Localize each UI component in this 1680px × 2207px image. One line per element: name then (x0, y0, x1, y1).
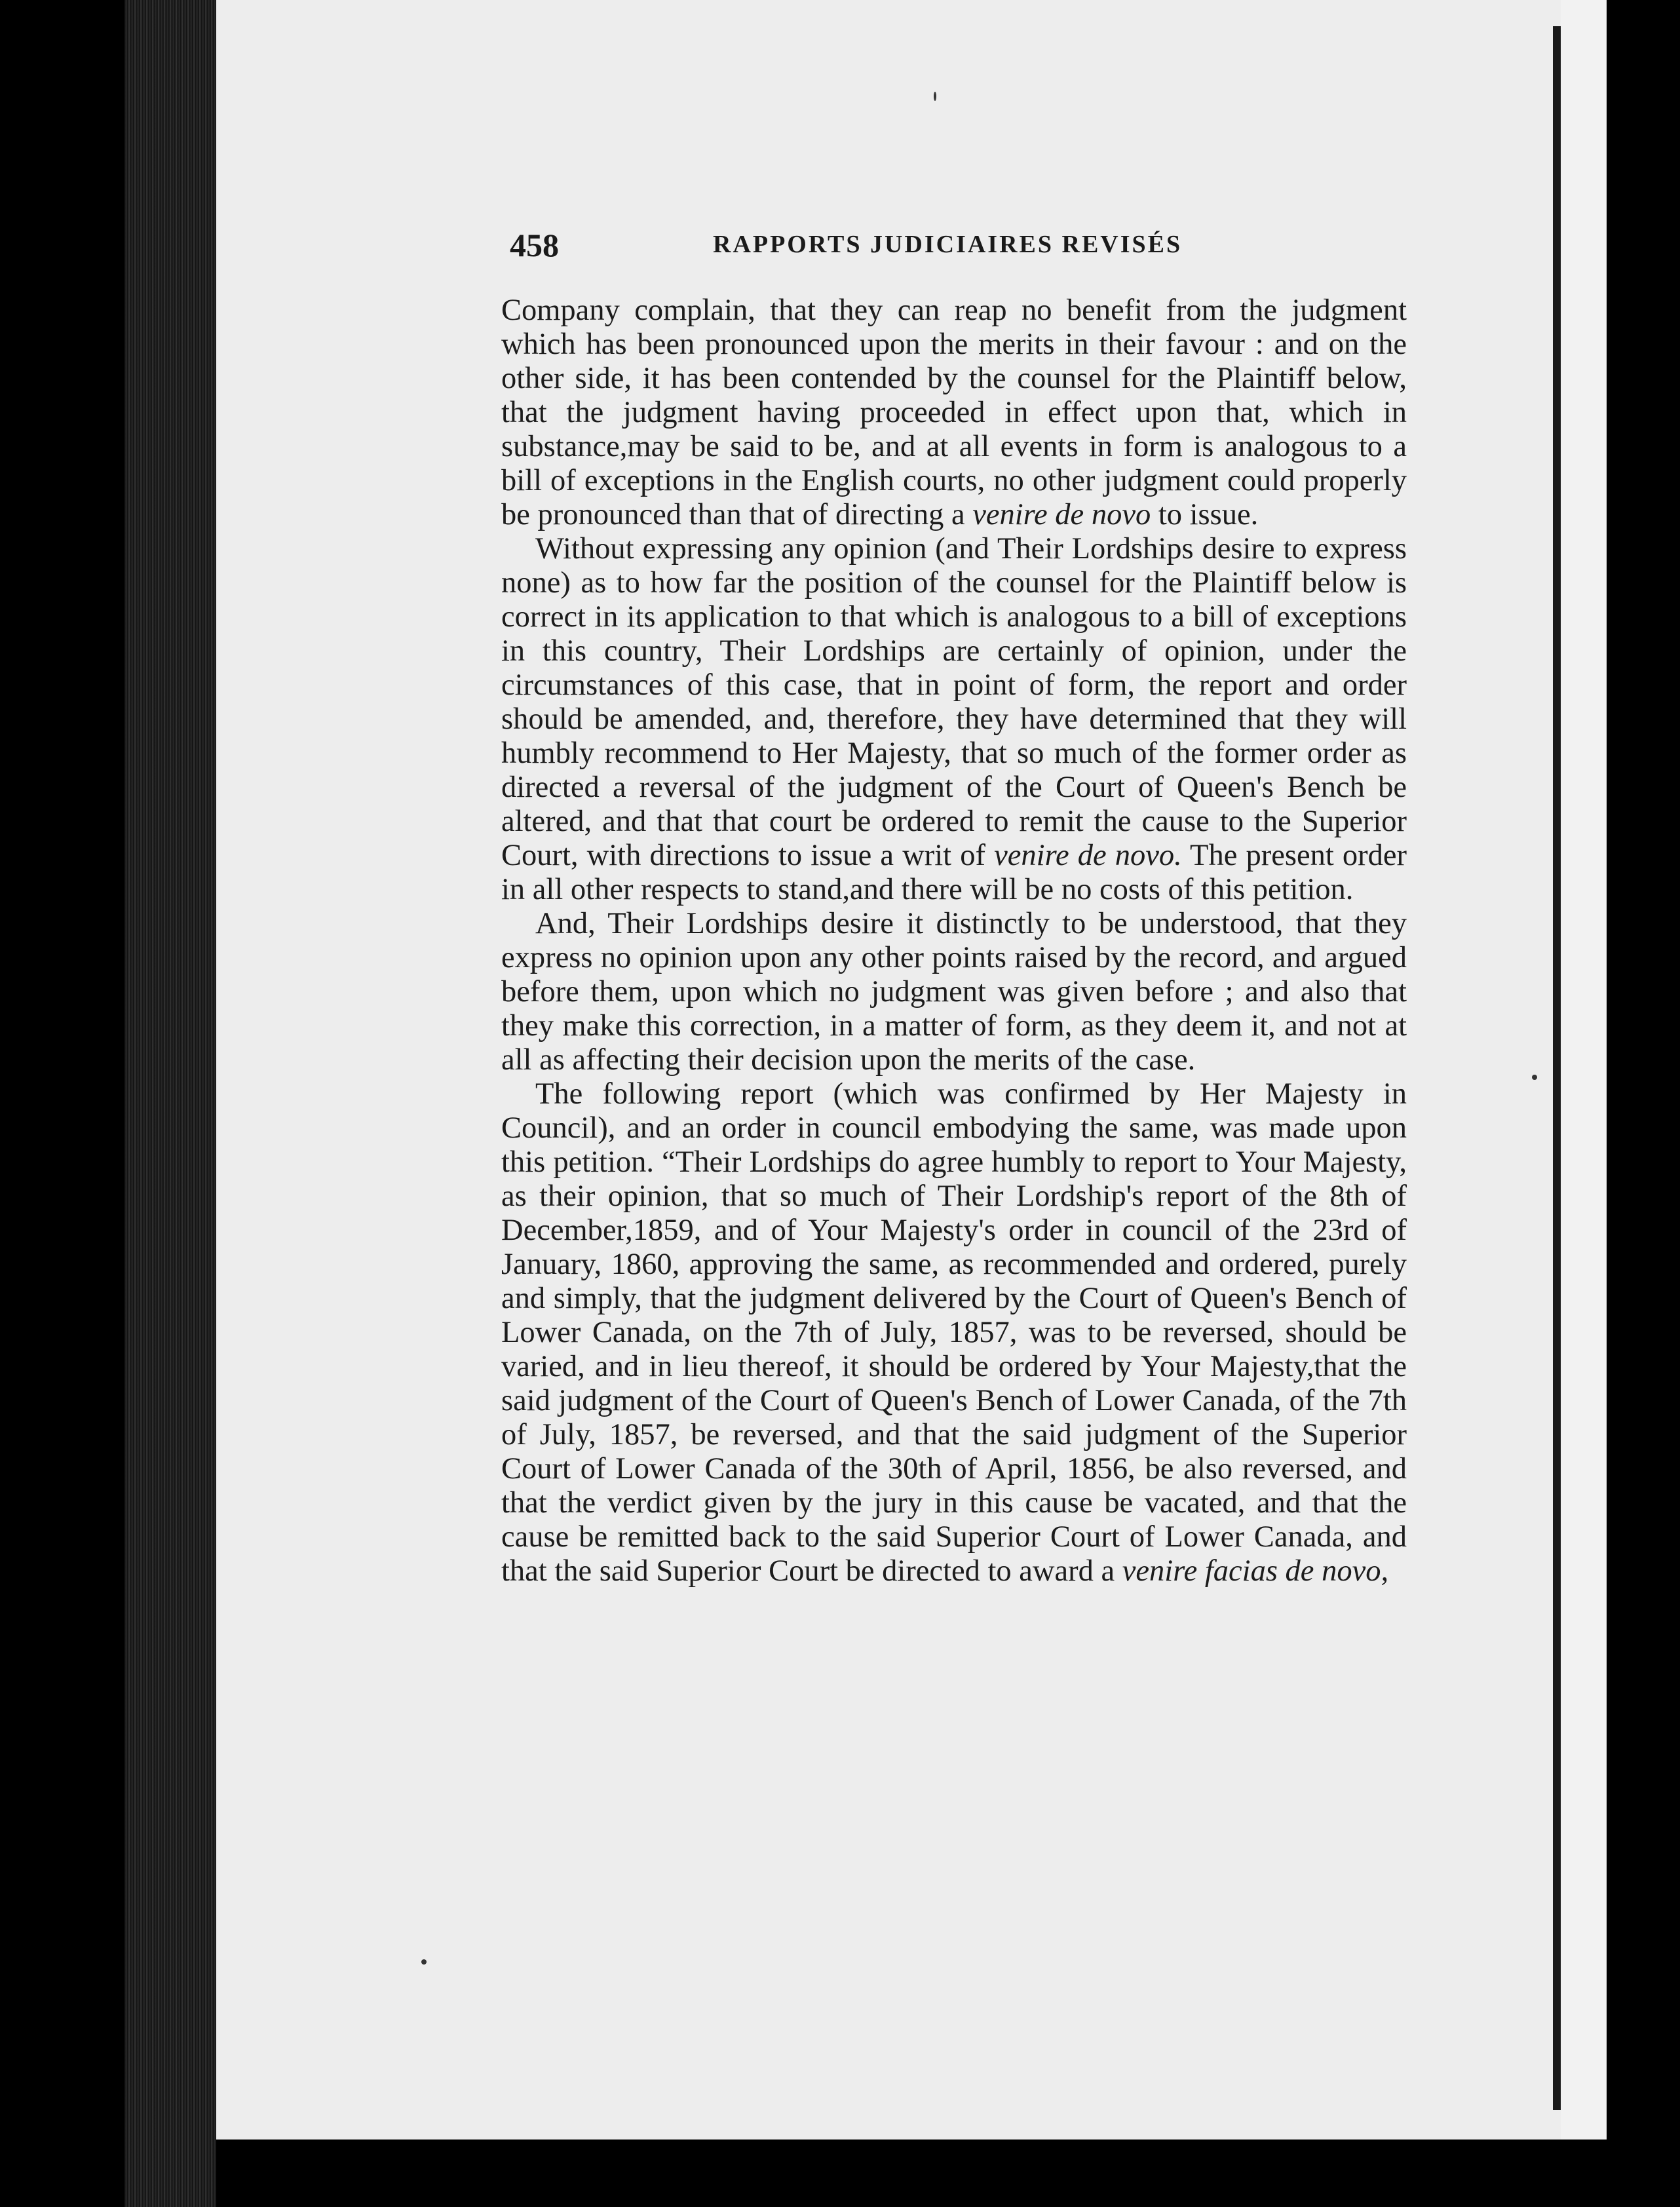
paragraph (501, 1077, 1407, 1588)
italic-phrase: venire de novo (972, 498, 1151, 531)
body-text (501, 294, 1407, 1588)
italic-phrase: venire facias de novo, (1122, 1554, 1389, 1588)
text-run: The present order in all other respects to stand,and there will be no costs of this petition. (501, 839, 1407, 906)
page-header (510, 226, 1231, 278)
text-run: Company complain, that they can reap no benefit from the judgment which has been pronounced upon the merits in their favour : and on the other side, it has been contended by the counsel for the Plaintiff below, that the judgment having proceeded in effect upon that, which in substance,may be said to be, and at all events in form is analogous to a bill of exceptions in the English courts, no other judgment could properly be pronounced than that of directing a (501, 294, 1407, 531)
page-number: 458 (510, 227, 559, 263)
ink-speck (421, 1959, 427, 1965)
running-head: RAPPORTS JUDICIAIRES REVISÉS (713, 231, 1183, 258)
italic-phrase: venire de novo. (994, 839, 1182, 872)
text-run: Without expressing any opinion (and Their Lordships desire to express none) as to how far the position of the counsel for the Plaintiff below is correct in its application to that which is analogous to a bill of exceptions in this country, Their Lordships are certainly of opinion, under the circumstances of this case, that in point of form, the report and order should be amended, and, therefore, they have determined that they will humbly recommend to Her Majesty, that so much of the former order as directed a reversal of the judgment of the Court of Queen's Bench be altered, and that that court be ordered to remit the cause to the Superior Court, with directions to issue a writ of (501, 532, 1407, 872)
paragraph (501, 532, 1407, 907)
paragraph (501, 907, 1407, 1077)
ink-speck (1532, 1075, 1537, 1080)
paragraph (501, 294, 1407, 532)
text-run: And, Their Lordships desire it distinctly to be understood, that they express no opinion upon any other points raised by the record, and argued before them, upon which no judgment was given before ; and also that they make this correction, in a matter of form, as they deem it, and not at all as affecting their decision upon the merits of the case. (501, 907, 1407, 1077)
book-page-edges (124, 0, 216, 2207)
page-fold-line (1553, 26, 1561, 2110)
text-run: to issue. (1151, 498, 1259, 531)
ink-speck (934, 92, 936, 101)
next-page-edge (1561, 0, 1607, 2140)
text-run: The following report (which was confirmed by Her Majesty in Council), and an order in council embodying the same, was made upon this petition. “Their Lordships do agree humbly to report to Your Majesty, as their opinion, that so much of Their Lordship's report of the 8th of December,1859, and of Your Majesty's order in council of the 23rd of January, 1860, approving the same, as recommended and ordered, purely and simply, that the judgment delivered by the Court of Queen's Bench of Lower Canada, on the 7th of July, 1857, was to be reversed, should be varied, and in lieu thereof, it should be ordered by Your Majesty,that the said judgment of the Court of Queen's Bench of Lower Canada, of the 7th of July, 1857, be reversed, and that the said judgment of the Superior Court of Lower Canada of the 30th of April, 1856, be also reversed, and that the verdict given by the jury in this cause be vacated, and that the cause be remitted back to the said Superior Court of Lower Canada, and that the said Superior Court be directed to award a (501, 1077, 1407, 1588)
bottom-margin-band (216, 2140, 1607, 2207)
